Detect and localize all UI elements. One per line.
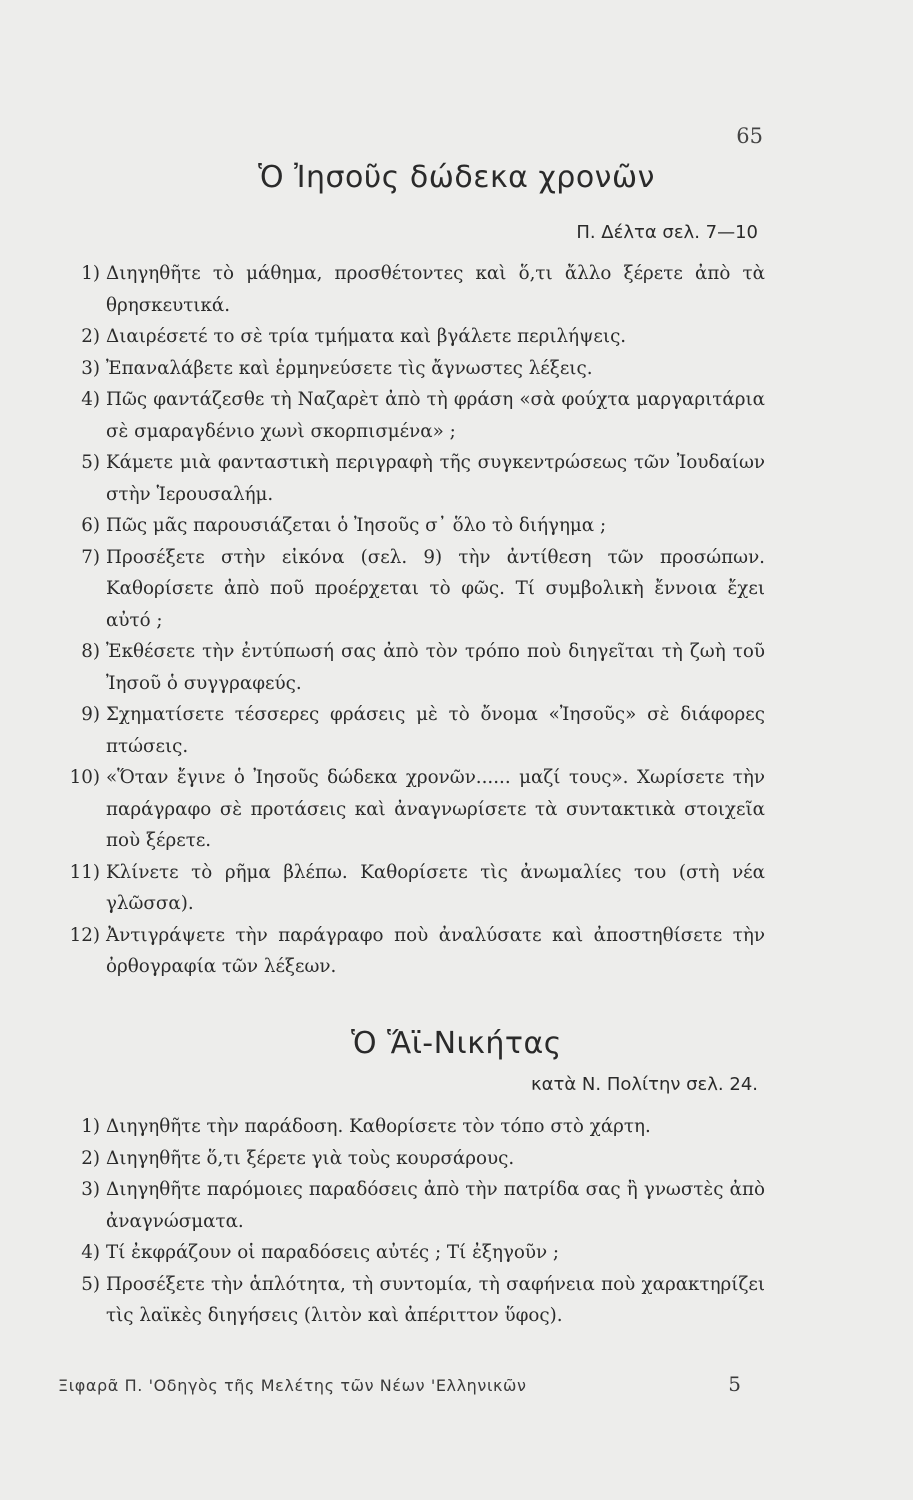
question-item [60,636,765,699]
section1-title: Ὁ Ἰησοῦς δώδεκα χρονῶν [258,160,655,195]
question-text: Κλίνετε τὸ ρῆμα βλέπω. Καθορίσετε τὶς ἀνωμαλίες του (στὴ νέα γλῶσσα). [106,861,765,914]
question-number: 5) [81,452,100,473]
question-text: Ἐκθέσετε τὴν ἐντύπωσή σας ἀπὸ τὸν τρόπο ποὺ διηγεῖται τὴ ζωὴ τοῦ Ἰησοῦ ὁ συγγραφεύς. [106,641,765,694]
question-item [60,542,765,637]
question-text: Προσέξετε στὴν εἰκόνα (σελ. 9) τὴν ἀντίθεση τῶν προσώπων. Καθορίσετε ἀπὸ ποῦ προέρχεται τὸ φῶς. Τί συμβολικὴ ἔννοια ἔχει αὐτό ; [106,546,765,631]
question-number: 11) [69,861,100,883]
question-text: Τί ἐκφράζουν οἱ παραδόσεις αὐτές ; Τί ἐξηγοῦν ; [106,1242,560,1263]
question-number: 4) [81,389,100,410]
section2-title: Ὁ Ἅϊ-Νικήτας [351,1026,562,1061]
question-number: 7) [81,546,100,568]
question-text: Προσέξετε τὴν ἁπλότητα, τὴ συντομία, τὴ σαφήνεια ποὺ χαρακτηρίζει τὶς λαϊκὲς διηγήσεις (λιτὸν καὶ ἀπέριττον ὕφος). [106,1273,765,1326]
question-text: Διαιρέσετέ το σὲ τρία τμήματα καὶ βγάλετε περιλήψεις. [106,326,627,347]
question-number: 4) [81,1242,100,1263]
footer-book-title: Ξιφαρᾶ Π. 'Οδηγὸς τῆς Μελέτης τῶν Νέων 'Ελληνικῶν [58,1376,527,1395]
question-item [60,384,765,447]
page-number: 65 [736,124,763,148]
question-text: Σχηματίσετε τέσσερες φράσεις μὲ τὸ ὄνομα «Ἰησοῦς» σὲ διάφορες πτώσεις. [106,704,765,757]
question-item [60,762,765,857]
question-item [60,353,765,385]
question-item [60,510,765,542]
question-number: 2) [81,1147,100,1169]
question-item [60,699,765,762]
section2-attribution: κατὰ Ν. Πολίτην σελ. 24. [531,1074,758,1095]
question-item [60,1174,765,1237]
question-text: Ἐπαναλάβετε καὶ ἑρμηνεύσετε τὶς ἄγνωστες λέξεις. [106,357,593,379]
question-number: 3) [81,1179,100,1200]
question-text: Ἀντιγράψετε τὴν παράγραφο ποὺ ἀναλύσατε καὶ ἀποστηθίσετε τὴν ὀρθογραφία τῶν λέξεων. [106,924,765,977]
question-item [60,258,765,321]
question-item [60,1237,765,1269]
question-text: «Ὅταν ἔγινε ὁ Ἰησοῦς δώδεκα χρονῶν...... μαζί τους». Χωρίσετε τὴν παράγραφο σὲ προτάσεις καὶ ἀναγνωρίσετε τὰ συντακτικὰ στοιχεῖα ποὺ ξέρετε. [106,767,765,851]
question-item [60,1111,765,1143]
question-number: 1) [81,263,100,284]
question-text: Κάμετε μιὰ φανταστικὴ περιγραφὴ τῆς συγκεντρώσεως τῶν Ἰουδαίων στὴν Ἱερουσαλήμ. [106,452,765,505]
question-item [60,321,765,353]
question-number: 8) [81,641,100,662]
question-number: 2) [81,326,100,347]
section2-question-list [60,1111,765,1332]
question-item [60,857,765,920]
question-number: 10) [69,767,100,788]
question-text: Πῶς φαντάζεσθε τὴ Ναζαρὲτ ἀπὸ τὴ φράση «σὰ φούχτα μαργαριτάρια σὲ σμαραγδένιο χωνὶ σκορπισμένα» ; [106,389,765,442]
question-item [60,447,765,510]
footer-signature-mark: 5 [728,1372,741,1396]
question-text: Πῶς μᾶς παρουσιάζεται ὁ Ἰησοῦς σ᾽ ὅλο τὸ διήγημα ; [106,515,607,536]
question-number: 6) [81,515,100,536]
question-item [60,1143,765,1175]
section1-question-list [60,258,765,983]
question-text: Διηγηθῆτε ὅ,τι ξέρετε γιὰ τοὺς κουρσάρους. [106,1147,515,1169]
question-number: 3) [81,357,100,379]
question-text: Διηγηθῆτε τὴν παράδοση. Καθορίσετε τὸν τόπο στὸ χάρτη. [106,1116,651,1137]
question-item [60,1269,765,1332]
question-text: Διηγηθῆτε τὸ μάθημα, προσθέτοντες καὶ ὅ,τι ἄλλο ξέρετε ἀπὸ τὰ θρησκευτικά. [106,263,765,316]
question-number: 9) [81,704,100,725]
question-text: Διηγηθῆτε παρόμοιες παραδόσεις ἀπὸ τὴν πατρίδα σας ἢ γνωστὲς ἀπὸ ἀναγνώσματα. [106,1179,765,1232]
question-number: 12) [69,924,100,946]
section1-attribution: Π. Δέλτα σελ. 7—10 [576,222,758,243]
question-number: 5) [81,1273,100,1295]
question-number: 1) [81,1116,100,1137]
question-item [60,920,765,983]
